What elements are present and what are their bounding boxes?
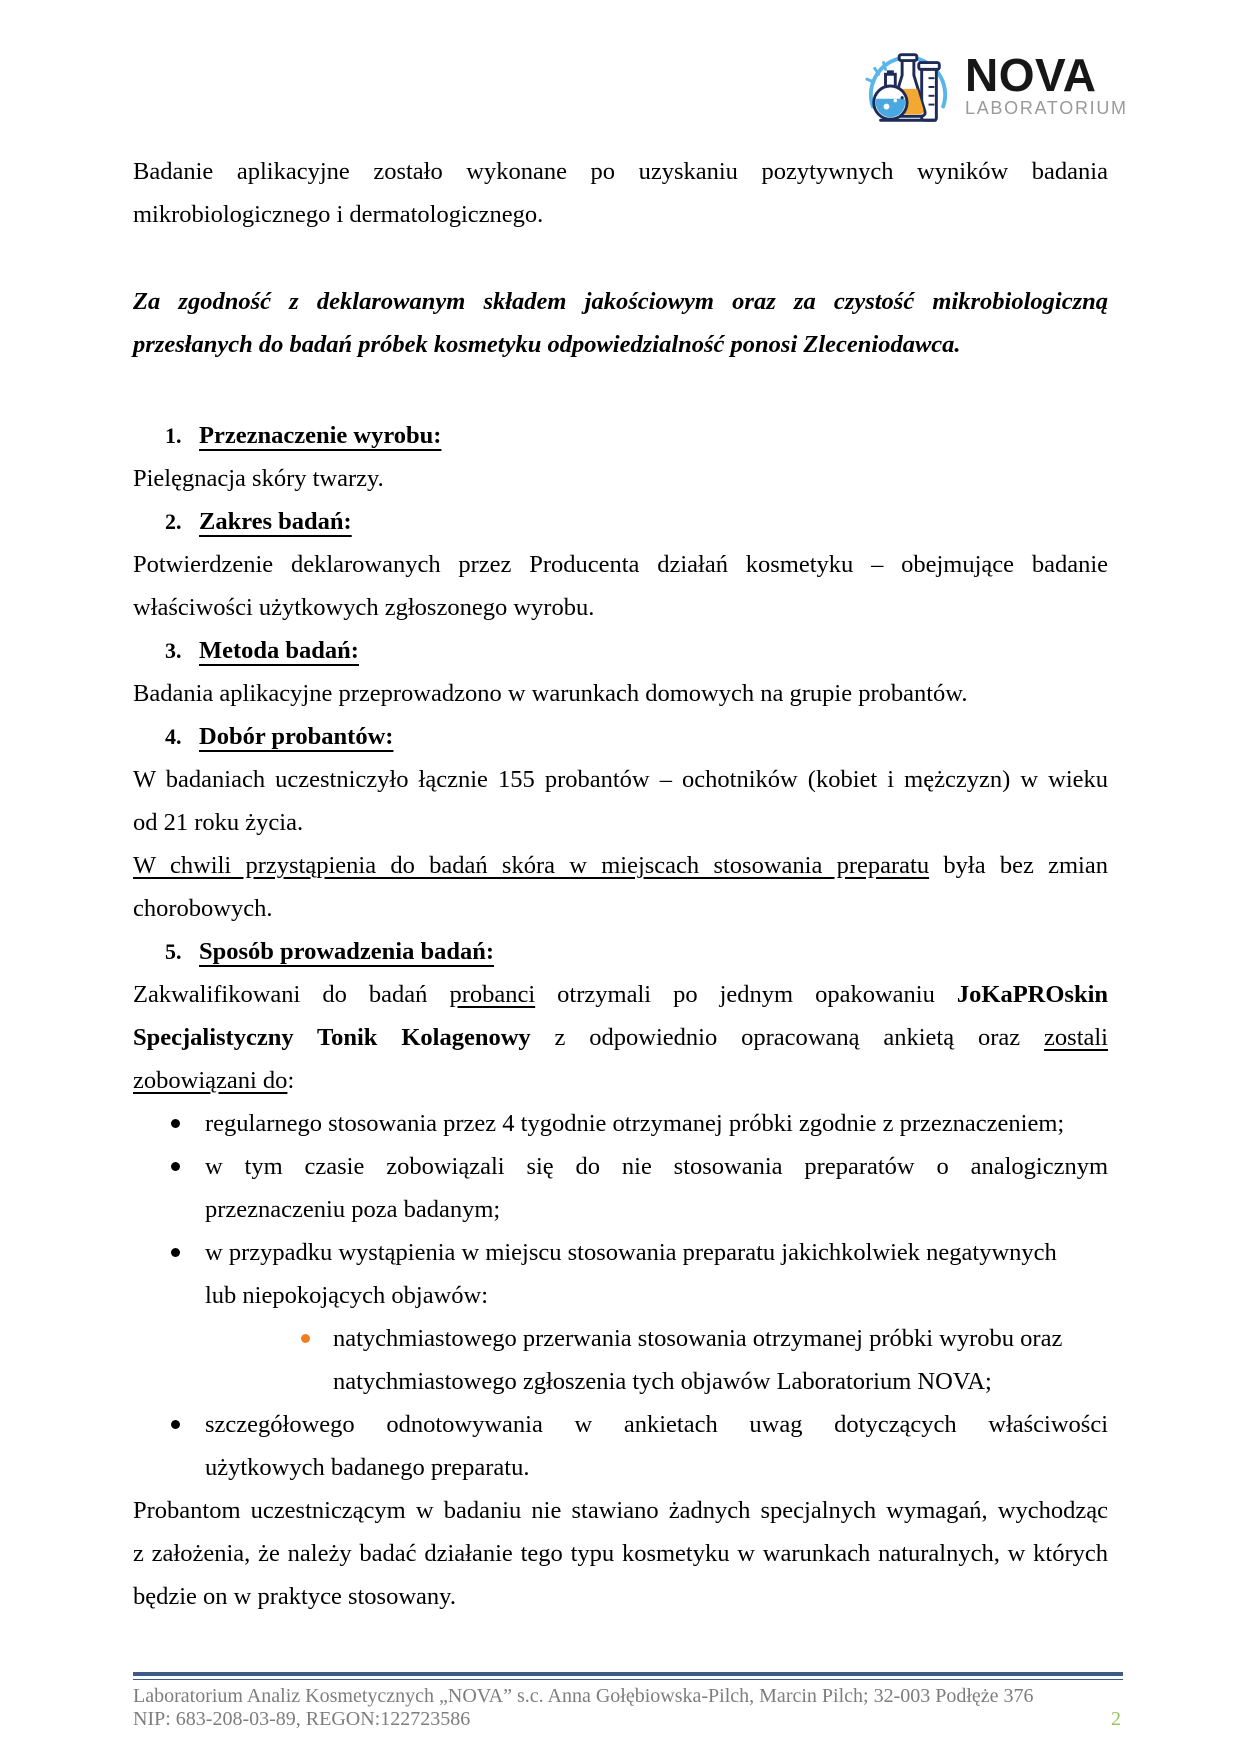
- bullet-item-3-line-1: [133, 1231, 1108, 1274]
- intro-line-2: mikrobiologicznego i dermatologicznego.: [133, 201, 544, 228]
- product-name-bold: Specjalistyczny Tonik Kolagenowy: [133, 1024, 531, 1051]
- bullet-icon: [171, 1162, 180, 1171]
- page-number: 2: [1111, 1708, 1121, 1730]
- bullet-text: regularnego stosowania przez 4 tygodnie otrzymanej próbki zgodnie z przeznaczeniem;: [205, 1110, 1065, 1137]
- section-title: Przeznaczenie wyrobu:: [199, 422, 442, 449]
- closing-line-1: Probantom uczestniczącym w badaniu nie stawiano żadnych specjalnych wymagań, wychodząc: [133, 1497, 1108, 1524]
- underlined-text: zobowiązani do: [133, 1067, 288, 1094]
- s4-line-1: W badaniach uczestniczyło łącznie 155 probantów – ochotników (kobiet i mężczyzn) w wieku: [133, 766, 1108, 793]
- section-title: Dobór probantów:: [199, 723, 394, 750]
- bullet-item-4-line-1: [133, 1403, 1108, 1446]
- section-title: Zakres badań:: [199, 508, 352, 535]
- s5-line-3: [133, 1059, 1108, 1102]
- bullet-item-4-line-2: użytkowych badanego preparatu.: [205, 1454, 530, 1481]
- heading-przeznaczenie-wyrobu: [133, 414, 1108, 457]
- plain-text: z odpowiednio opracowaną ankietą oraz: [530, 1024, 1045, 1051]
- bullet-item-1: [133, 1102, 1108, 1145]
- section-number: 1.: [165, 423, 182, 448]
- s4-line-2: od 21 roku życia.: [133, 809, 304, 836]
- section-number: 3.: [165, 638, 182, 663]
- sub-bullet-item-line-1: [133, 1317, 1108, 1360]
- underlined-text: probanci: [449, 981, 536, 1008]
- bullet-item-2-line-1: [133, 1145, 1108, 1188]
- document-body: [133, 150, 1108, 1618]
- section-number: 2.: [165, 509, 182, 534]
- s4-line-3: [133, 844, 1108, 887]
- lab-flasks-icon: [858, 42, 958, 130]
- bullet-text: w tym czasie zobowiązali się do nie stosowania preparatów o analogicznym: [205, 1153, 1108, 1180]
- plain-text: :: [287, 1067, 295, 1094]
- s5-line-2: [133, 1016, 1108, 1059]
- s5-line-1: [133, 973, 1108, 1016]
- orange-bullet-icon: [301, 1334, 310, 1343]
- section-title: Metoda badań:: [199, 637, 359, 664]
- underlined-text: zostali: [1044, 1024, 1108, 1051]
- heading-sposob-prowadzenia-badan: [133, 930, 1108, 973]
- bullet-icon: [171, 1420, 180, 1429]
- plain-text: otrzymali po jednym opakowaniu: [535, 981, 957, 1008]
- bullet-text: w przypadku wystąpienia w miejscu stosowania preparatu jakichkolwiek negatywnych: [205, 1239, 1057, 1266]
- logo-subtitle: LABORATORIUM: [965, 98, 1128, 118]
- disclaimer-line-1: Za zgodność z deklarowanym składem jakościowym oraz za czystość mikrobiologiczną: [133, 288, 1108, 315]
- section-number: 5.: [165, 939, 182, 964]
- section-number: 4.: [165, 724, 182, 749]
- s3-body: Badania aplikacyjne przeprowadzono w warunkach domowych na grupie probantów.: [133, 680, 968, 707]
- logo-name: NOVA: [965, 49, 1097, 101]
- s2-line-2: właściwości użytkowych zgłoszonego wyrobu.: [133, 594, 595, 621]
- s1-body: Pielęgnacja skóry twarzy.: [133, 465, 384, 492]
- bullet-text: szczegółowego odnotowywania w ankietach uwag dotyczących właściwości: [205, 1411, 1108, 1438]
- intro-line-1: Badanie aplikacyjne zostało wykonane po uzyskaniu pozytywnych wyników badania: [133, 158, 1108, 185]
- logo-text: [965, 49, 1128, 119]
- plain-text: była bez zmian: [929, 852, 1108, 879]
- sub-bullet-item-line-2: natychmiastowego zgłoszenia tych objawów Laboratorium NOVA;: [333, 1368, 992, 1395]
- s2-line-1: Potwierdzenie deklarowanych przez Producenta działań kosmetyku – obejmujące badanie: [133, 551, 1108, 578]
- bullet-icon: [171, 1248, 180, 1257]
- footer-rule: [133, 1672, 1123, 1680]
- footer-text: [133, 1685, 1123, 1731]
- product-name-bold: JoKaPROskin: [956, 981, 1109, 1008]
- disclaimer-line-2: przesłanych do badań próbek kosmetyku odpowiedzialność ponosi Zleceniodawca.: [133, 331, 961, 358]
- footer-company-line: Laboratorium Analiz Kosmetycznych „NOVA” s.c. Anna Gołębiowska-Pilch, Marcin Pilch; 32-003 Podłęże 376: [133, 1685, 1034, 1707]
- closing-line-3: będzie on w praktyce stosowany.: [133, 1583, 456, 1610]
- bullet-text: natychmiastowego przerwania stosowania otrzymanej próbki wyrobu oraz: [333, 1325, 1063, 1352]
- logo: [858, 42, 1128, 130]
- s4-line-4: chorobowych.: [133, 895, 273, 922]
- bullet-item-2-line-2: przeznaczeniu poza badanym;: [205, 1196, 501, 1223]
- underlined-text: W chwili przystąpienia do badań skóra w miejscach stosowania preparatu: [133, 852, 930, 879]
- page-footer: [133, 1672, 1123, 1731]
- plain-text: Zakwalifikowani do badań: [133, 981, 450, 1008]
- heading-metoda-badan: [133, 629, 1108, 672]
- heading-zakres-badan: [133, 500, 1108, 543]
- bullet-item-3-line-2: lub niepokojących objawów:: [205, 1282, 489, 1309]
- section-title: Sposób prowadzenia badań:: [199, 938, 495, 965]
- closing-line-2: z założenia, że należy badać działanie tego typu kosmetyku w warunkach naturalnych, w których: [133, 1540, 1108, 1567]
- footer-nip-regon-line: NIP: 683-208-03-89, REGON:122723586: [133, 1708, 471, 1730]
- bullet-icon: [171, 1119, 180, 1128]
- heading-dobor-probantow: [133, 715, 1108, 758]
